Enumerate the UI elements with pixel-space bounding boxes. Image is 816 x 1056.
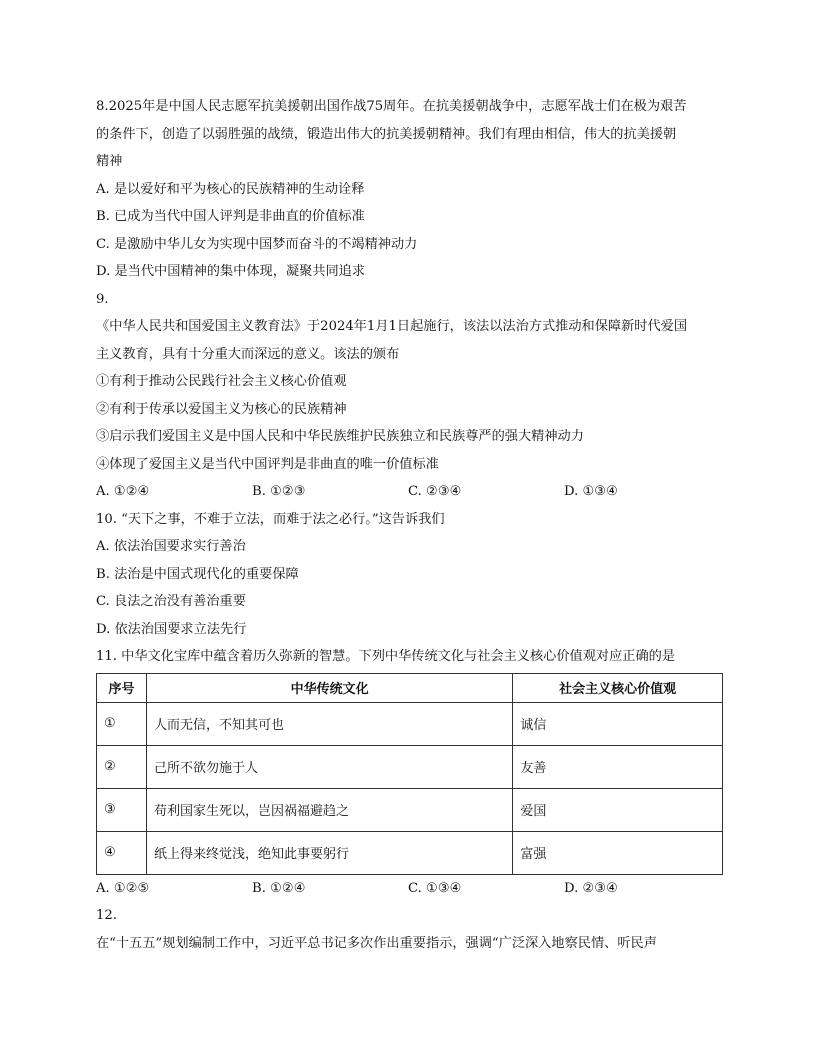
- q11-option-a: A. ①②⑤: [96, 880, 150, 896]
- q11-options: [96, 875, 726, 903]
- q9-option-d: D. ①③④: [564, 484, 618, 499]
- q8-stem-line: 精神: [96, 154, 123, 169]
- q11-option-c: C. ①③④: [408, 880, 462, 896]
- q8-stem-line: 的条件下，创造了以弱胜强的战绩，锻造出伟大的抗美援朝精神。我们有理由相信，伟大的抗美援朝: [96, 126, 677, 142]
- table-cell: 己所不欲勿施于人: [146, 745, 512, 788]
- q11-option-d: D. ②③④: [564, 880, 618, 896]
- q9-number: 9.: [96, 291, 109, 307]
- table-cell: ③: [97, 788, 147, 831]
- q10-option-b: B. 法治是中国式现代化的重要保障: [96, 566, 299, 582]
- table-cell: 诚信: [513, 702, 723, 745]
- q9-item-4: ④体现了爱国主义是当代中国评判是非曲直的唯一价值标准: [96, 456, 439, 472]
- q8-option-d: D. 是当代中国精神的集中体现，凝聚共同追求: [96, 264, 366, 279]
- q9-item-3: ③启示我们爱国主义是中国人民和中华民族维护民族独立和民族尊严的强大精神动力: [96, 429, 584, 444]
- q10-stem: 10. “天下之事，不难于立法，而难于法之必行。”这告诉我们: [96, 511, 445, 527]
- q12-stem: 在“十五五”规划编制工作中，习近平总书记多次作出重要指示，强调“广泛深入地察民情、听民声: [96, 935, 657, 951]
- q9-option-a: A. ①②④: [96, 484, 150, 499]
- q9-option-c: C. ②③④: [408, 484, 462, 499]
- table-cell: 友善: [513, 745, 723, 788]
- table-header-cell: 社会主义核心价值观: [513, 673, 723, 702]
- q9-option-b: B. ①②③: [252, 484, 306, 499]
- table-cell: ②: [97, 745, 147, 788]
- q11-option-b: B. ①②④: [252, 880, 306, 896]
- worksheet-page: [96, 93, 726, 957]
- table-cell: 苟利国家生死以，岂因祸福避趋之: [146, 788, 512, 831]
- q8-option-b: B. 已成为当代中国人评判是非曲直的价值标准: [96, 209, 365, 224]
- table-header-row: [97, 673, 723, 702]
- q10-option-d: D. 依法治国要求立法先行: [96, 621, 247, 637]
- table-row: [97, 702, 723, 745]
- table-header-cell: 序号: [97, 673, 147, 702]
- table-cell: 纸上得来终觉浅，绝知此事要躬行: [146, 831, 512, 874]
- q8-option-c: C. 是激励中华儿女为实现中国梦而奋斗的不竭精神动力: [96, 236, 418, 252]
- table-row: [97, 831, 723, 874]
- q9-item-2: ②有利于传承以爱国主义为核心的民族精神: [96, 401, 347, 417]
- table-cell: 富强: [513, 831, 723, 874]
- question-11: [96, 643, 726, 902]
- q9-stem-line: 《中华人民共和国爱国主义教育法》于2024年1月1日起施行，该法以法治方式推动和保障新时代爱国: [96, 319, 688, 334]
- question-8: [96, 93, 726, 286]
- q11-table: [96, 673, 723, 875]
- q9-item-1: ①有利于推动公民践行社会主义核心价值观: [96, 374, 347, 389]
- q10-option-a: A. 依法治国要求实行善治: [96, 539, 246, 554]
- question-12: [96, 902, 726, 957]
- q9-stem-line: 主义教育，具有十分重大而深远的意义。该法的颁布: [96, 346, 400, 362]
- q9-options: [96, 478, 726, 506]
- q8-stem-line: 8.2025年是中国人民志愿军抗美援朝出国作战75周年。在抗美援朝战争中，志愿军战士们在极为艰苦: [96, 99, 687, 114]
- table-header-cell: 中华传统文化: [146, 673, 512, 702]
- table-cell: 人而无信，不知其可也: [146, 702, 512, 745]
- table-cell: ①: [97, 702, 147, 745]
- q12-number: 12.: [96, 908, 117, 923]
- table-row: [97, 745, 723, 788]
- q11-stem: 11. 中华文化宝库中蕴含着历久弥新的智慧。下列中华传统文化与社会主义核心价值观对应正确的是: [96, 649, 676, 664]
- table-row: [97, 788, 723, 831]
- q10-option-c: C. 良法之治没有善治重要: [96, 594, 246, 609]
- question-9: [96, 286, 726, 506]
- table-cell: ④: [97, 831, 147, 874]
- table-cell: 爱国: [513, 788, 723, 831]
- question-10: [96, 506, 726, 644]
- q8-option-a: A. 是以爱好和平为核心的民族精神的生动诠释: [96, 181, 365, 197]
